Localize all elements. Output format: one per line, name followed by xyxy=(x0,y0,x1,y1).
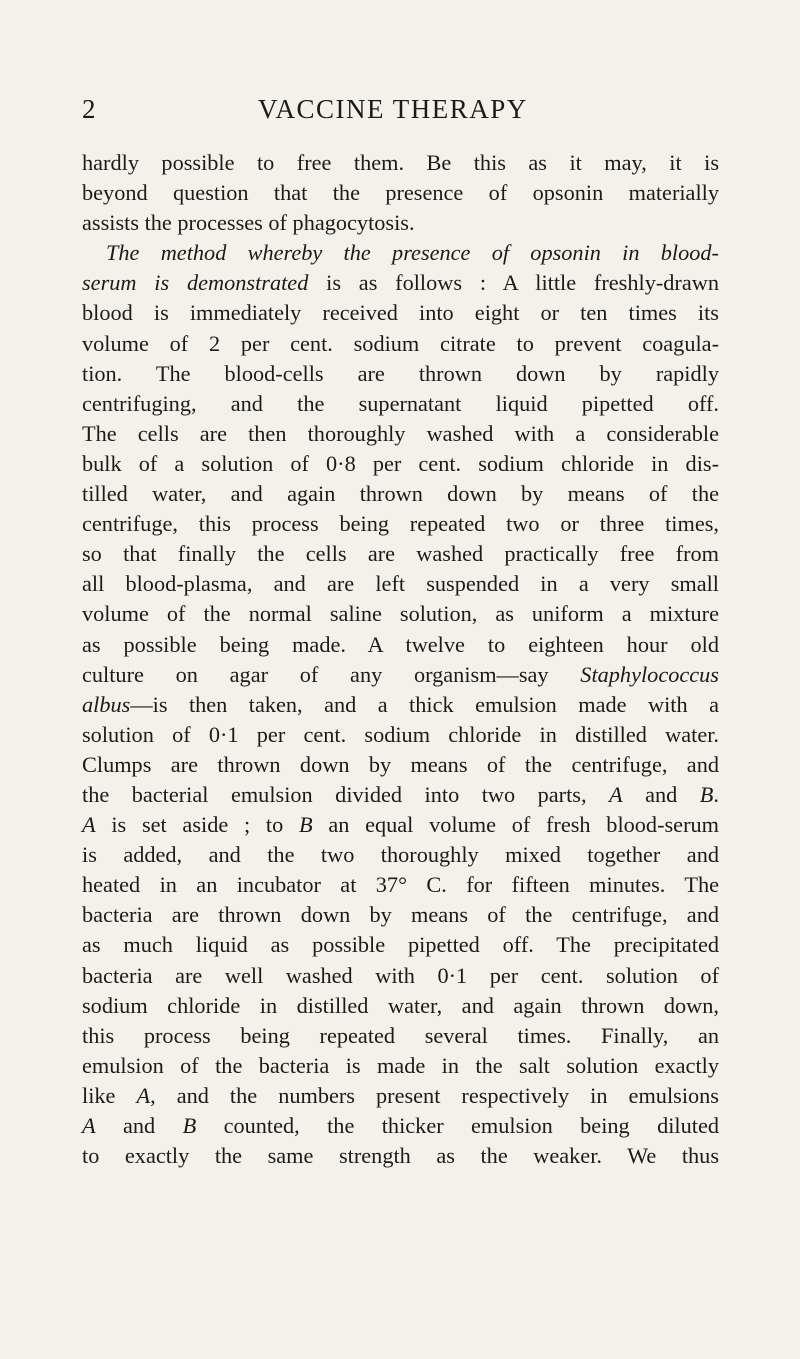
text-line: A and B counted, the thicker emulsion being diluted xyxy=(82,1113,719,1138)
text-line: all blood-plasma, and are left suspended in a very small xyxy=(82,571,719,597)
page-header xyxy=(82,94,722,134)
text-line: is added, and the two thoroughly mixed together and xyxy=(82,842,719,868)
text-line: sodium chloride in distilled water, and again thrown down, xyxy=(82,992,719,1018)
text-line: blood is immediately received into eight or ten times its xyxy=(82,300,719,326)
text-line: albus—is then taken, and a thick emulsion made with a xyxy=(82,691,719,717)
text-line: like A, and the numbers present respectively in emulsions xyxy=(82,1082,719,1108)
text-line: to exactly the same strength as the weaker. We thus xyxy=(82,1143,719,1169)
running-head: VACCINE THERAPY xyxy=(258,94,528,124)
text-line: volume of 2 per cent. sodium citrate to prevent coagula- xyxy=(82,330,719,356)
text-line: serum is demonstrated is as follows : A little freshly-drawn xyxy=(82,270,719,296)
text-line: Clumps are thrown down by means of the centrifuge, and xyxy=(82,751,719,777)
text-line: centrifuge, this process being repeated two or three times, xyxy=(82,511,719,537)
text-line: hardly possible to free them. Be this as it may, it is xyxy=(82,150,719,175)
text-line: volume of the normal saline solution, as uniform a mixture xyxy=(82,601,719,627)
text-line: emulsion of the bacteria is made in the salt solution exactly xyxy=(82,1052,719,1078)
text-line: A is set aside ; to B an equal volume of fresh blood-serum xyxy=(82,812,719,838)
text-line: as much liquid as possible pipetted off. The precipitated xyxy=(82,932,719,958)
text-line: The method whereby the presence of opsonin in blood- xyxy=(106,240,719,266)
text-line: this process being repeated several times. Finally, an xyxy=(82,1022,719,1048)
text-line: beyond question that the presence of opsonin materially xyxy=(82,180,719,206)
text-line: tion. The blood-cells are thrown down by rapidly xyxy=(82,360,719,386)
text-line: so that finally the cells are washed practically free from xyxy=(82,541,719,567)
page-number: 2 xyxy=(82,94,96,124)
text-line: tilled water, and again thrown down by means of the xyxy=(82,481,719,507)
text-line: The cells are then thoroughly washed with a considerable xyxy=(82,420,719,446)
text-line: assists the processes of phagocytosis. xyxy=(82,210,415,236)
text-line: bacteria are well washed with 0·1 per cent. solution of xyxy=(82,962,719,988)
text-line: centrifuging, and the supernatant liquid pipetted off. xyxy=(82,390,719,416)
text-line: solution of 0·1 per cent. sodium chloride in distilled water. xyxy=(82,721,719,747)
text-line: heated in an incubator at 37° C. for fifteen minutes. The xyxy=(82,872,719,898)
text-line: bulk of a solution of 0·8 per cent. sodium chloride in dis- xyxy=(82,450,719,476)
text-line: culture on agar of any organism—say Staphylococcus xyxy=(82,661,719,687)
text-line: as possible being made. A twelve to eighteen hour old xyxy=(82,631,719,657)
body-text xyxy=(82,148,719,1171)
text-line: the bacterial emulsion divided into two parts, A and B. xyxy=(82,781,719,807)
text-line: bacteria are thrown down by means of the centrifuge, and xyxy=(82,902,719,928)
